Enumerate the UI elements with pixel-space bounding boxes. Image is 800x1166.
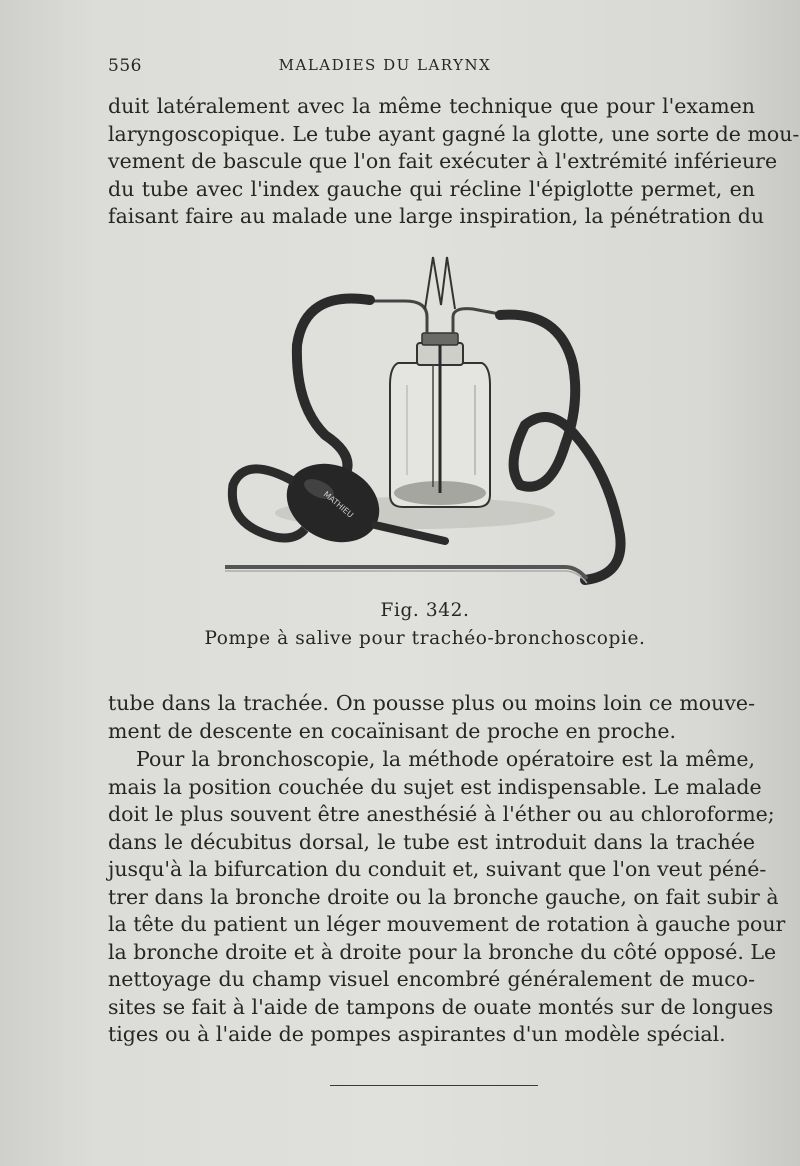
text-line: tiges ou à l'aide de pompes aspirantes d'un modèle spécial. bbox=[108, 1022, 726, 1046]
text-line: nettoyage du champ visuel encombré généralement de muco- bbox=[108, 967, 755, 991]
running-head: MALADIES DU LARYNX bbox=[278, 56, 492, 74]
text-line: la tête du patient un léger mouvement de rotation à gauche pour bbox=[108, 912, 786, 936]
continuation-paragraph bbox=[108, 690, 755, 745]
bottle-drawing bbox=[390, 333, 490, 507]
figure-number: Fig. 342. bbox=[380, 600, 470, 621]
text-line: mais la position couchée du sujet est indispensable. Le malade bbox=[108, 774, 762, 799]
text-line: doit le plus souvent être anesthésié à l'éther ou au chloroforme; bbox=[108, 802, 775, 826]
text-line: sites se fait à l'aide de tampons de ouate montés sur de longues bbox=[108, 994, 774, 1019]
end-rule bbox=[330, 1085, 538, 1086]
bulb-label: MATHIEU bbox=[321, 489, 356, 520]
text-line: la bronche droite et à droite pour la bronche du côté opposé. Le bbox=[108, 939, 777, 964]
text-line: duit latéralement avec la même technique que pour l'examen bbox=[108, 94, 755, 118]
text-line: Pour la bronchoscopie, la méthode opératoire est la même, bbox=[136, 747, 755, 771]
page-header bbox=[108, 56, 752, 82]
text-line: ment de descente en cocaïnisant de proche en proche. bbox=[108, 718, 676, 743]
text-line: dans le décubitus dorsal, le tube est introduit dans la trachée bbox=[108, 829, 755, 854]
top-paragraph bbox=[108, 93, 800, 231]
bronchoscopy-paragraph bbox=[108, 746, 786, 1049]
text-line: du tube avec l'index gauche qui récline l'épiglotte permet, en bbox=[108, 176, 755, 201]
text-line: faisant faire au malade une large inspiration, la pénétration du bbox=[108, 204, 765, 228]
text-line: trer dans la bronche droite ou la bronche gauche, on fait subir à bbox=[108, 884, 779, 909]
text-line: jusqu'à la bifurcation du conduit et, suivant que l'on veut péné- bbox=[108, 857, 767, 881]
text-line: tube dans la trachée. On pousse plus ou moins loin ce mouve- bbox=[108, 691, 755, 715]
page-number: 556 bbox=[108, 56, 142, 76]
figure-caption: Pompe à salive pour trachéo-bronchoscopie. bbox=[204, 628, 646, 649]
text-line: laryngoscopique. Le tube ayant gagné la glotte, une sorte de mou- bbox=[108, 121, 800, 146]
text-line: vement de bascule que l'on fait exécuter à l'extrémité inférieure bbox=[108, 149, 778, 173]
saliva-pump-illustration bbox=[215, 245, 635, 595]
